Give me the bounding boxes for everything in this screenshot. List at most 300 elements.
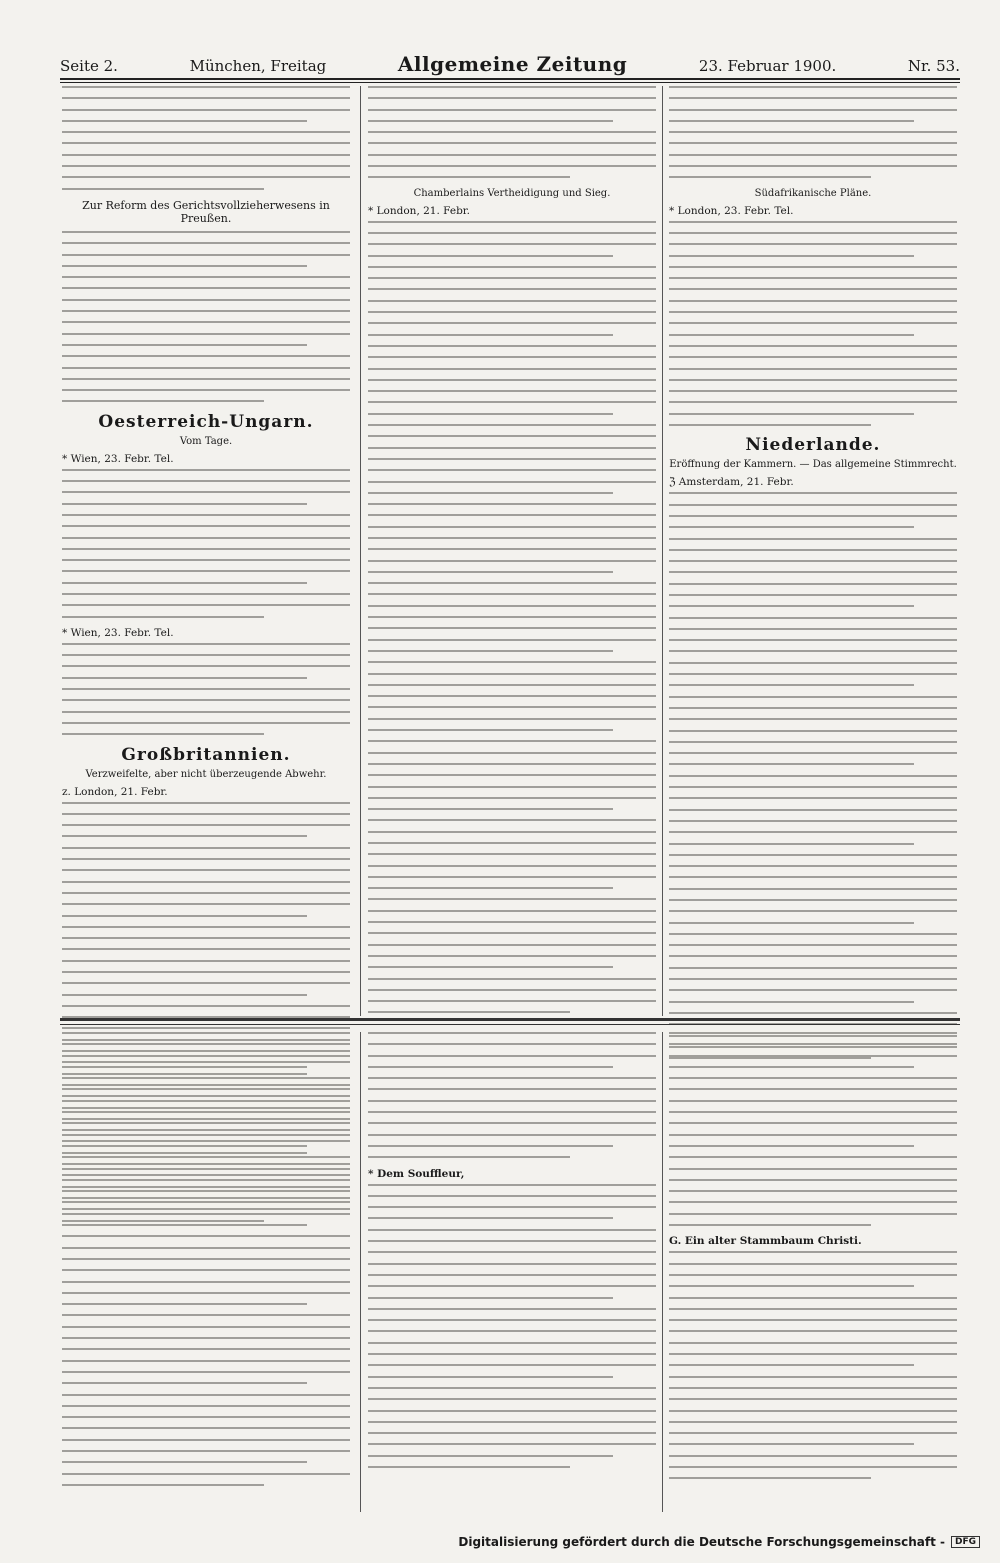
text-line (62, 503, 307, 505)
text-line (62, 948, 350, 950)
text-line (669, 876, 957, 878)
text-line (62, 1450, 350, 1452)
text-line (62, 858, 350, 860)
text-line (368, 1364, 656, 1366)
text-line (669, 1213, 957, 1215)
text-line (62, 604, 350, 606)
text-line (669, 1376, 957, 1378)
text-line (669, 797, 957, 799)
text-line (669, 356, 957, 358)
section-subheading: Eröffnung der Kammern. — Das allgemeine Stimmrecht. (669, 459, 957, 471)
text-line (368, 853, 656, 855)
text-line (62, 835, 307, 837)
text-line (368, 1308, 656, 1310)
text-line (669, 492, 957, 494)
text-line (62, 1100, 350, 1102)
newspaper-title: Allgemeine Zeitung (397, 52, 628, 76)
text-line (62, 231, 350, 233)
text-line (368, 616, 656, 618)
text-line (368, 109, 656, 111)
column-1 (62, 86, 350, 1016)
page-number: Seite 2. (60, 57, 118, 75)
text-line (368, 548, 656, 550)
text-line (669, 86, 957, 88)
text-line (368, 1421, 656, 1423)
text-line (669, 650, 957, 652)
text-line (368, 232, 656, 234)
text-line (669, 1100, 957, 1102)
issue-number: Nr. 53. (907, 57, 960, 75)
text-line (669, 967, 957, 969)
text-line (368, 808, 613, 810)
text-line (62, 1134, 350, 1136)
text-line (368, 503, 656, 505)
text-line (368, 1251, 656, 1253)
text-line (368, 288, 656, 290)
text-line (62, 1190, 350, 1192)
text-line (669, 763, 914, 765)
text-line (368, 1297, 613, 1299)
text-line (62, 176, 350, 178)
text-line (62, 1201, 350, 1203)
text-line (669, 594, 957, 596)
text-line (669, 662, 957, 664)
text-line (368, 492, 613, 494)
text-line (368, 1195, 656, 1197)
text-line (368, 684, 656, 686)
text-line (368, 605, 656, 607)
text-line (669, 899, 957, 901)
text-line (62, 109, 350, 111)
text-line (669, 1156, 957, 1158)
text-line (368, 481, 656, 483)
text-line (368, 97, 656, 99)
text-line (669, 1319, 957, 1321)
text-line (669, 1432, 957, 1434)
text-line (62, 310, 350, 312)
feuilleton-rule (60, 1018, 960, 1021)
text-line (62, 915, 307, 917)
text-block (62, 643, 350, 735)
text-line (669, 684, 914, 686)
text-block (368, 1032, 656, 1158)
masthead-rule (60, 78, 960, 80)
text-line (62, 1405, 350, 1407)
text-line (62, 926, 350, 928)
text-block (62, 231, 350, 402)
text-block (669, 86, 957, 178)
text-line (669, 843, 914, 845)
text-line (368, 390, 656, 392)
text-line (669, 109, 957, 111)
text-line (62, 1156, 350, 1158)
text-line (62, 982, 350, 984)
text-line (62, 570, 350, 572)
text-line (669, 583, 957, 585)
text-line (368, 1455, 613, 1457)
text-line (669, 390, 957, 392)
text-line (669, 165, 957, 167)
text-line (368, 176, 570, 178)
text-line (669, 1179, 957, 1181)
dateline: * London, 23. Febr. Tel. (669, 204, 794, 217)
text-line (368, 458, 656, 460)
text-line (669, 718, 957, 720)
text-line (62, 400, 264, 402)
text-line (62, 86, 350, 88)
text-line (62, 287, 350, 289)
text-line (62, 1224, 307, 1226)
text-line (368, 582, 656, 584)
text-line (62, 824, 350, 826)
text-line (669, 413, 914, 415)
text-line (368, 1066, 613, 1068)
text-line (368, 322, 656, 324)
text-line (62, 120, 307, 122)
text-line (62, 514, 350, 516)
text-line (62, 1382, 307, 1384)
text-line (368, 154, 656, 156)
text-line (62, 733, 264, 735)
text-line (368, 266, 656, 268)
text-block (669, 1251, 957, 1479)
text-line (368, 763, 656, 765)
text-block (368, 221, 656, 1014)
text-line (368, 345, 656, 347)
text-line (368, 1032, 656, 1034)
text-line (62, 1213, 350, 1215)
text-block (669, 492, 957, 1059)
text-line (62, 892, 350, 894)
text-line (62, 537, 350, 539)
text-line (669, 1421, 957, 1423)
masthead-rule-thin (60, 82, 960, 83)
text-line (669, 639, 957, 641)
feuilleton-column-3 (669, 1032, 957, 1512)
text-line (62, 1326, 350, 1328)
text-line (62, 1168, 350, 1170)
text-line (669, 730, 957, 732)
text-line (669, 1466, 957, 1468)
text-line (669, 232, 957, 234)
text-line (62, 165, 350, 167)
text-line (62, 131, 350, 133)
section-subheading: Vom Tage. (179, 435, 233, 447)
text-line (62, 1005, 350, 1007)
text-line (669, 1274, 957, 1276)
text-line (62, 142, 350, 144)
text-line (62, 994, 307, 996)
text-line (368, 695, 656, 697)
text-line (368, 1077, 656, 1079)
text-line (368, 86, 656, 88)
text-line (669, 549, 957, 551)
text-line (669, 1285, 914, 1287)
text-line (669, 955, 957, 957)
text-line (368, 537, 656, 539)
text-line (62, 665, 350, 667)
text-line (368, 424, 656, 426)
text-line (368, 255, 613, 257)
text-block (368, 1184, 656, 1468)
text-line (368, 673, 656, 675)
text-line (669, 1330, 957, 1332)
section-heading: Großbritannien. (121, 744, 291, 765)
section-heading: Oesterreich-Ungarn. (98, 411, 314, 432)
text-line (368, 1342, 656, 1344)
text-line (669, 334, 914, 336)
text-line (62, 1247, 350, 1249)
text-line (669, 526, 914, 528)
text-line (368, 526, 656, 528)
dateline: * London, 21. Febr. (368, 204, 471, 217)
text-line (669, 1134, 957, 1136)
text-block (62, 1032, 350, 1486)
text-line (368, 639, 656, 641)
text-line (62, 1235, 350, 1237)
text-line (62, 960, 350, 962)
column-divider (360, 1032, 361, 1512)
text-line (669, 97, 957, 99)
text-line (62, 869, 350, 871)
text-line (368, 1122, 656, 1124)
text-line (62, 491, 350, 493)
text-line (669, 1077, 957, 1079)
text-line (62, 722, 350, 724)
dfg-logo: DFG (951, 1536, 980, 1548)
text-line (669, 538, 957, 540)
text-line (368, 1387, 656, 1389)
text-line (669, 504, 957, 506)
text-line (669, 1443, 914, 1445)
text-line (368, 1240, 656, 1242)
text-line (368, 774, 656, 776)
text-line (368, 1134, 656, 1136)
text-line (368, 300, 656, 302)
text-line (669, 922, 914, 924)
place-day: München, Freitag (189, 57, 327, 75)
text-line (62, 1314, 350, 1316)
text-line (62, 344, 307, 346)
text-line (62, 548, 350, 550)
feuilleton-column-1 (62, 1032, 350, 1512)
text-line (368, 1319, 656, 1321)
text-line (62, 321, 350, 323)
text-line (62, 1111, 350, 1113)
text-line (669, 617, 957, 619)
text-line (62, 847, 350, 849)
text-line (62, 1473, 350, 1475)
text-line (669, 854, 957, 856)
text-line (368, 978, 656, 980)
text-line (62, 480, 350, 482)
text-line (368, 932, 656, 934)
text-line (368, 1043, 656, 1045)
text-line (669, 1263, 957, 1265)
text-line (62, 154, 350, 156)
text-line (62, 1043, 350, 1045)
text-line (669, 368, 957, 370)
text-line (368, 718, 656, 720)
text-line (669, 1398, 957, 1400)
text-line (669, 1088, 957, 1090)
text-line (62, 97, 350, 99)
text-line (368, 1410, 656, 1412)
section-heading: Niederlande. (745, 435, 881, 456)
text-line (368, 469, 656, 471)
text-block (62, 469, 350, 618)
text-line (62, 937, 350, 939)
text-line (368, 379, 656, 381)
section-subheading: Zur Reform des Gerichtsvollzieherwesens in Preußen. (82, 198, 330, 225)
text-line (62, 1371, 350, 1373)
section-subheading: Südafrikanische Pläne. (754, 187, 872, 199)
text-line (669, 786, 957, 788)
text-line (368, 243, 656, 245)
text-line (669, 1066, 914, 1068)
text-line (62, 1360, 350, 1362)
column-divider (662, 86, 663, 1016)
text-line (368, 413, 613, 415)
text-line (669, 989, 957, 991)
text-line (62, 971, 350, 973)
text-line (368, 650, 613, 652)
text-line (669, 752, 957, 754)
text-line (368, 368, 656, 370)
text-line (368, 514, 656, 516)
text-line (669, 1455, 957, 1457)
text-line (368, 165, 656, 167)
text-block (62, 86, 350, 190)
text-line (669, 696, 957, 698)
text-line (669, 741, 957, 743)
text-line (62, 677, 307, 679)
text-line (669, 120, 914, 122)
masthead (60, 52, 960, 74)
text-line (62, 1122, 350, 1124)
text-line (669, 1353, 957, 1355)
text-line (368, 277, 656, 279)
credit-text: Digitalisierung gefördert durch die Deutsche Forschungsgemeinschaft - (458, 1535, 945, 1549)
text-line (669, 243, 957, 245)
text-line (669, 944, 957, 946)
dateline: * Wien, 23. Febr. Tel. (62, 452, 174, 465)
text-line (669, 820, 957, 822)
text-line (669, 142, 957, 144)
text-line (368, 1353, 656, 1355)
text-line (368, 356, 656, 358)
text-line (62, 699, 350, 701)
text-line (669, 401, 957, 403)
text-line (368, 1432, 656, 1434)
article-heading: * Dem Souffleur, (368, 1167, 465, 1180)
text-line (62, 1439, 350, 1441)
text-line (368, 989, 656, 991)
text-line (62, 299, 350, 301)
text-line (62, 1484, 264, 1486)
text-line (368, 593, 656, 595)
text-line (368, 1156, 570, 1158)
text-line (669, 560, 957, 562)
text-line (368, 1330, 656, 1332)
text-line (669, 910, 957, 912)
text-line (669, 515, 957, 517)
text-line (368, 887, 613, 889)
text-line (669, 1387, 957, 1389)
text-line (368, 797, 656, 799)
text-line (669, 831, 957, 833)
text-line (368, 1398, 656, 1400)
text-line (62, 254, 350, 256)
text-line (62, 367, 350, 369)
text-line (669, 255, 914, 257)
text-line (62, 1281, 350, 1283)
text-line (669, 605, 914, 607)
text-line (669, 288, 957, 290)
digitization-credit (458, 1535, 980, 1549)
text-line (368, 661, 656, 663)
text-line (62, 1179, 350, 1181)
text-block (669, 1032, 957, 1226)
text-line (669, 424, 871, 426)
section-subheading: Chamberlains Vertheidigung und Sieg. (413, 187, 611, 199)
text-line (368, 898, 656, 900)
text-line (62, 355, 350, 357)
text-line (368, 842, 656, 844)
text-line (62, 1269, 350, 1271)
text-line (62, 688, 350, 690)
text-line (62, 1145, 307, 1147)
text-line (368, 131, 656, 133)
text-line (368, 1145, 613, 1147)
text-line (669, 1055, 957, 1057)
text-line (669, 933, 957, 935)
text-line (368, 729, 613, 731)
text-line (62, 1303, 307, 1305)
text-line (669, 131, 957, 133)
text-line (62, 559, 350, 561)
text-line (669, 1190, 957, 1192)
text-line (669, 1224, 871, 1226)
article-heading: G. Ein alter Stammbaum Christi. (669, 1235, 862, 1248)
text-line (62, 1337, 350, 1339)
text-line (669, 775, 957, 777)
text-block (368, 86, 656, 178)
text-line (62, 1416, 350, 1418)
text-line (62, 643, 350, 645)
column-3 (669, 86, 957, 1016)
text-line (368, 311, 656, 313)
text-line (62, 593, 350, 595)
text-line (669, 1297, 957, 1299)
text-line (62, 276, 350, 278)
text-line (669, 978, 957, 980)
text-line (368, 1285, 656, 1287)
text-line (368, 120, 613, 122)
text-line (669, 1111, 957, 1113)
column-divider (360, 86, 361, 1016)
text-line (669, 345, 957, 347)
text-line (62, 1394, 350, 1396)
text-line (669, 1308, 957, 1310)
text-line (669, 1364, 914, 1366)
text-line (368, 334, 613, 336)
feuilleton-rule-thin (60, 1024, 960, 1025)
text-line (368, 1055, 656, 1057)
text-line (368, 1217, 613, 1219)
text-line (368, 876, 656, 878)
text-line (368, 921, 656, 923)
